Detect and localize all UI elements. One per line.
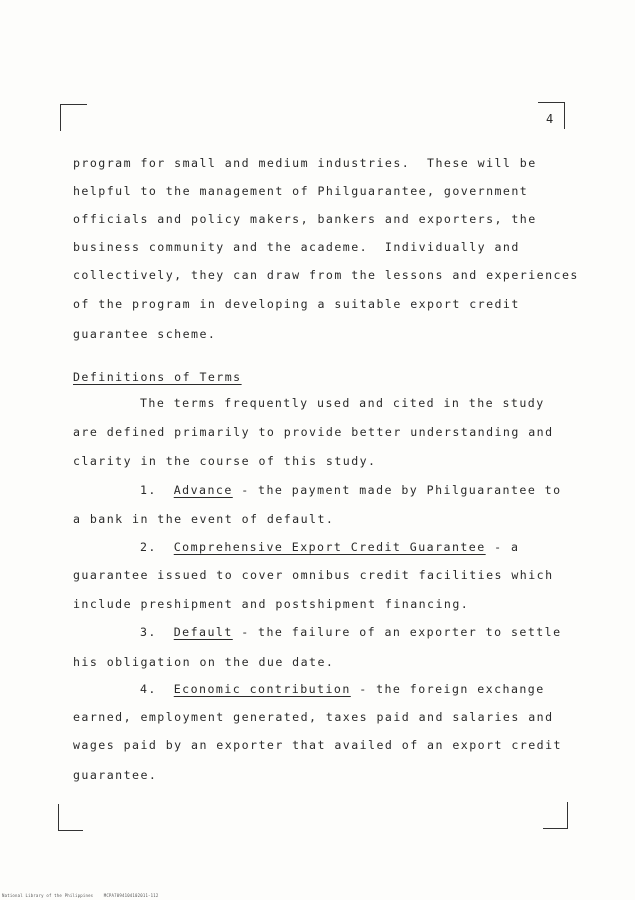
definition-term: Default	[173, 625, 233, 639]
definition-term: Economic contribution	[173, 682, 351, 696]
page-number: 4	[546, 112, 554, 126]
definition-term: Comprehensive Export Credit Guarantee	[173, 540, 486, 554]
definition-continuation: guarantee issued to cover omnibus credit facilities which	[73, 568, 554, 582]
definition-continuation: include preshipment and postshipment financing.	[73, 597, 470, 611]
paragraph-line: guarantee scheme.	[73, 327, 217, 341]
section-heading: Definitions of Terms	[73, 370, 242, 384]
paragraph-line: helpful to the management of Philguarantee, government	[73, 184, 529, 198]
corner-mark-top-left	[60, 104, 87, 131]
definition-number: 1.	[140, 483, 157, 497]
definition-continuation: guarantee.	[73, 768, 158, 782]
definition-continuation: earned, employment generated, taxes paid and salaries and	[73, 710, 554, 724]
definition-comprehensive-export-credit-guarantee	[140, 540, 519, 554]
intro-line: clarity in the course of this study.	[73, 454, 377, 468]
definition-continuation: wages paid by an exporter that availed of an export credit	[73, 738, 562, 752]
definition-default	[140, 625, 562, 639]
definition-number: 2.	[140, 540, 157, 554]
paragraph-line: officials and policy makers, bankers and exporters, the	[73, 212, 537, 226]
definition-economic-contribution	[140, 682, 545, 696]
paragraph-line: of the program in developing a suitable export credit	[73, 297, 520, 311]
definition-advance	[140, 483, 562, 497]
definition-text: - the failure of an exporter to settle	[232, 625, 562, 639]
definition-text: - the payment made by Philguarantee to	[232, 483, 562, 497]
intro-line: are defined primarily to provide better understanding and	[73, 425, 554, 439]
definition-number: 3.	[140, 625, 157, 639]
library-footer: National Library of the Philippines MCPA7094104102011-112	[2, 893, 159, 898]
definition-continuation: a bank in the event of default.	[73, 512, 335, 526]
paragraph-line: collectively, they can draw from the lessons and experiences	[73, 268, 579, 282]
intro-line: The terms frequently used and cited in the study	[140, 396, 545, 410]
definition-text: - the foreign exchange	[350, 682, 545, 696]
definition-continuation: his obligation on the due date.	[73, 655, 335, 669]
definition-text: - a	[485, 540, 520, 554]
paragraph-line: business community and the academe. Individually and	[73, 240, 520, 254]
definition-number: 4.	[140, 682, 157, 696]
corner-mark-bottom-right	[543, 802, 568, 829]
corner-mark-bottom-left	[58, 804, 83, 831]
definition-term: Advance	[173, 483, 233, 497]
paragraph-line: program for small and medium industries. These will be	[73, 156, 537, 170]
